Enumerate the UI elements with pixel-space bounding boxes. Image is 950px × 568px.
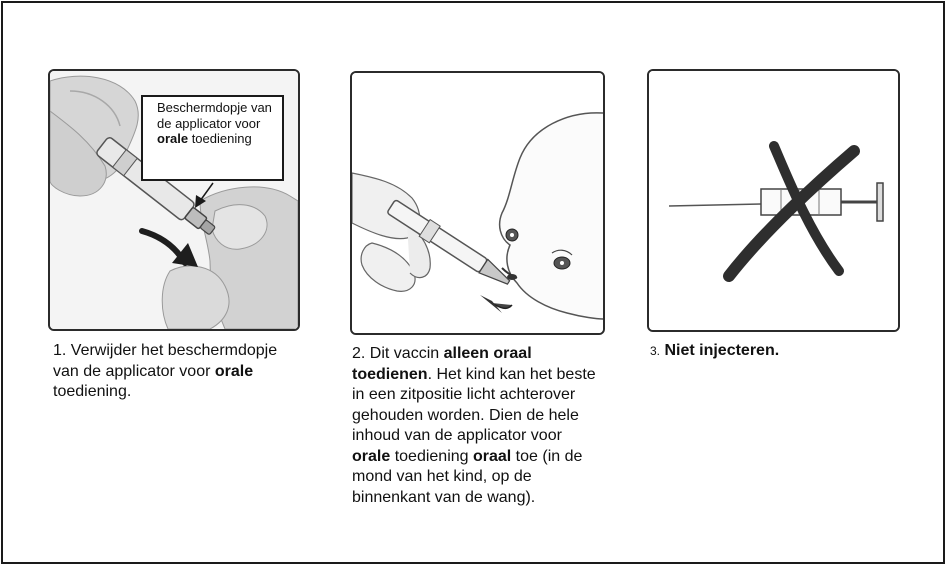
step-2-text-a: Dit vaccin: [365, 345, 444, 362]
step-2-text-b: . Het kind kan het beste in een zitpositie licht achterover gehouden worden. Dien de hele inhoud van de applicator voor: [352, 365, 596, 444]
cap-callout-label: [141, 95, 284, 181]
step-1-text: Verwijder het beschermdopje van de applicator voor: [53, 342, 278, 380]
step-2-number: 2.: [352, 345, 366, 362]
step-2-text-d: toe (in de mond van het kind, op de binnenkant van de wang).: [352, 447, 583, 506]
step-1-number: 1.: [53, 342, 67, 359]
step-2-bold-a: alleen oraal toedienen: [352, 345, 532, 383]
step-3-bold: Niet injecteren.: [664, 342, 780, 359]
step-3-number: 3.: [650, 344, 661, 358]
step-2-bold-b: orale: [352, 447, 391, 465]
step-1-text-end: toediening.: [53, 383, 132, 400]
callout-text: Beschermdopje van de applicator voor: [157, 100, 272, 131]
callout-bold-text: orale: [157, 131, 189, 146]
callout-text-end: toediening: [188, 131, 252, 146]
baby-oral-drawing: [352, 73, 603, 333]
step-1-bold: orale: [214, 362, 254, 380]
no-injection-drawing: [649, 71, 898, 330]
step-3-instruction: [650, 341, 900, 362]
step-2-bold-c: oraal: [472, 447, 512, 465]
step-2-text-c: toediening: [390, 447, 473, 465]
illustration-do-not-inject: [647, 69, 900, 332]
step-1-instruction: [53, 341, 283, 403]
illustration-oral-administration: [350, 71, 605, 335]
step-2-instruction: [352, 344, 602, 508]
